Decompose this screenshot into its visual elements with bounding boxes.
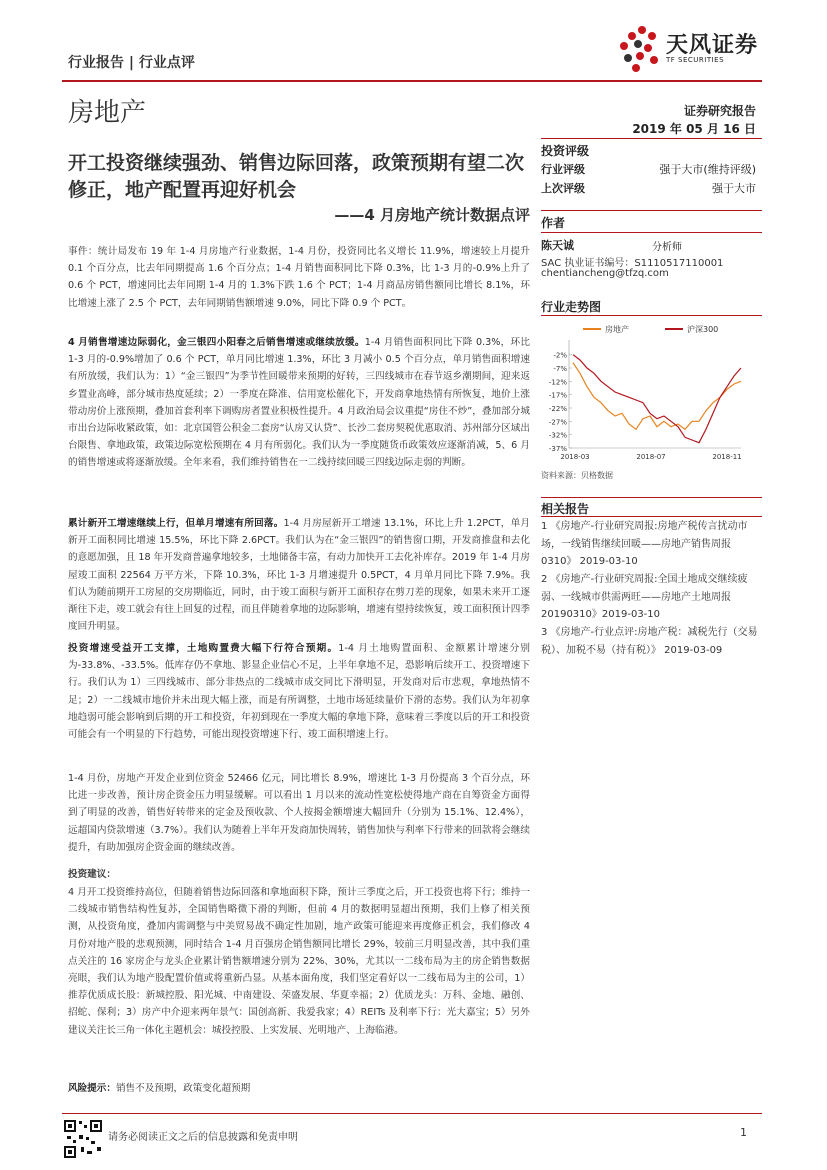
legend-label: 房地产	[605, 325, 629, 334]
related-report[interactable]: 1 《房地产-行业研究周报:房地产税传言扰动市场，一线销售继续回暖——房地产销售周报 0310》 2019-03-10	[541, 521, 748, 567]
sidebar-divider	[541, 210, 762, 211]
y-tick-label: -2%	[553, 351, 567, 360]
risk-text: 销售不及预期，政策变化超预期	[115, 1083, 251, 1094]
sidebar-divider	[541, 315, 762, 316]
risk-label: 风险提示：	[68, 1083, 116, 1094]
sales-heading: 4 月销售增速边际弱化，金三银四小阳春之后销售增速或继续放缓。	[68, 337, 365, 348]
industry-rating	[541, 161, 756, 177]
report-subtitle: ——4 月房地产统计数据点评	[334, 206, 530, 224]
construction-heading: 累计新开工增速继续上行，但单月增速有所回落。	[68, 518, 284, 529]
previous-rating	[541, 180, 756, 196]
y-tick-label: -32%	[548, 431, 567, 440]
trend-heading: 行业走势图	[541, 300, 602, 314]
report-date: 2019 年 05 月 16 日	[632, 122, 756, 136]
report-title: 开工投资继续强劲、销售边际回落，政策预期有望二次修正，地产配置再迎好机会	[68, 152, 525, 201]
rating-label: 行业评级	[541, 163, 585, 176]
investment-heading: 投资增速受益开工支撑，土地购置费大幅下行符合预期。	[68, 643, 339, 654]
series-line	[573, 355, 741, 443]
sidebar-divider	[541, 232, 762, 233]
y-tick-label: -7%	[553, 365, 567, 373]
author-email[interactable]: chentiancheng@tfzq.com	[541, 268, 669, 279]
industry-trend-chart	[541, 318, 756, 466]
investment-text: 1-4 月土地购置面积、金额累计增速分别为-33.8%、-33.5%。低库存仍不拿地、影显企业信心不足，上半年拿地不足，恐影响后续开工、投资增速下行。我们认为 1）三四线城市、部分非热点的二线城市成交同比下滑明显，开发商对后市悲观，拿地热情不足；2）一二线城市地价并未出现大幅上涨，而是有所调整，土地市场延续量价下滑的态势。我们认为年初拿地趋弱可能会影响到后期的开工和投资，年初到现在一季度大幅的拿地下降，意味着三季度以后的开工和投资可能会有一个明显的下行趋势，可能出现投资增速下行、竣工面积增速上行。	[68, 643, 531, 741]
y-tick-label: -12%	[548, 378, 567, 387]
chart-source: 资料来源：贝格数据	[541, 471, 613, 480]
investment-paragraph	[68, 640, 530, 743]
author-name: 陈天诚	[541, 239, 574, 252]
related-heading: 相关报告	[541, 502, 590, 516]
industry-name: 房地产	[68, 98, 147, 128]
prev-rating-value: 强于大市	[712, 182, 756, 195]
report-label: 证券研究报告	[683, 104, 756, 118]
related-report[interactable]: 2 《房地产-行业研究周报:全国土地成交继续疲弱、一线城市供需两旺——房地产土地周报 20190310》2019-03-10	[541, 574, 748, 620]
y-tick-label: -27%	[548, 418, 567, 427]
risk-line	[68, 1080, 530, 1097]
author-sac: SAC 执业证书编号：S1110517110001	[541, 258, 724, 269]
x-tick-label: 2018-07	[636, 453, 666, 461]
advice-heading: 投资建议：	[68, 869, 116, 880]
event-paragraph: 事件：统计局发布 19 年 1-4 月房地产行业数据，1-4 月份，投资同比名义增长 11.9%，增速较上月提升 0.1 个百分点，比去年同期提高 1.6 个百分点；1-4 月销售面积同比下降 0.3%，比 1-3 月的-0.9%上升了 0.6 个 PCT，增速同比去年同期 1-4 月的 1.3%下跌 1.6 个 PCT；1-4 月商品房销售额同比增长 8.1%，环比增速上涨了 2.5 个 PCT，去年同期销售额增速 9.0%，同比下降 0.9 个 PCT。	[68, 246, 530, 309]
sales-text: 1-4 月销售面积同比下降 0.3%，环比 1-3 月的-0.9%增加了 0.6 个 PCT，单月同比增速 1.3%，环比 3 月减小 0.5 个百分点，单月销售面积增速有所放缓，我们认为：1）“金三银四”为季节性回暖带来预期的好转，三四线城市在春节返乡潮期间，迎来返乡置业高峰，部分城市热度延续；2）一季度在降准、信用宽松催化下，开发商拿地热情有所恢复，地价上涨带动房价上涨预期，叠加首套利率下调购房者置业积极性提升。4 月政治局会议重提“房住不炒”，叠加部分城市出台边际收紧政策，如：北京国管公积金二套房“认房又认贷”、长沙二套房契税优惠取消、苏州部分区域出台限售、拿地政策，政策边际宽松预期在 4 月有所弱化。我们认为一季度随货币政策效应逐渐消减，5、6 月的销售增速或将逐渐放缓。全年来看，我们维持销售在一二线持续回暖三四线边际走弱的判断。	[68, 337, 530, 469]
header-divider	[62, 80, 762, 82]
advice-paragraph: 4 月开工投资维持高位，但随着销售边际回落和拿地面积下降，预计三季度之后，开工投资也将下行；维持一二线城市销售结构性复苏，全国销售略微下滑的判断，但前 4 月的数据明显超出预期，我们上修了相关预测，从投资角度，叠加内需调整与中美贸易战不确定性加剧，地产政策可能迎来再度修正机会，我们修改 4 月份对地产股的悲观预测，同时结合 1-4 月百强房企销售额同比增长 29%，较前三月明显改善，其中我们重点关注的 16 家房企与龙头企业累计销售额增速分别为 22%、30%，尤其以一二线布局为主的房企销售数据亮眼，我们认为地产股配置价值或将重新凸显。从基本面角度，我们坚定看好以一二线布局为主的公司，1）推荐优质成长股：新城控股、阳光城、中南建设、荣盛发展、华夏幸福；2）优质龙头：万科、金地、融创、招蛇、保利；3）房产中介迎来两年景气：国创高新、我爱我家；4）REITs 及利率下行：光大嘉宝；5）另外建议关注长三角一体化主题机会：城投控股、上实发展、光明地产、上海临港。	[68, 887, 530, 1036]
construction-text: 1-4 月房屋新开工增速 13.1%，环比上升 1.2PCT，单月新开工面积同比增速 15.5%，环比下降 2.6PCT。我们认为在“金三银四”的销售窗口期，开发商推盘和去化的意愿加强，且 18 年开发商普遍拿地较多，土地储备丰富，有动力加快开工去化补库存。2019 年 1-4 月房屋竣工面积 22564 万平方米，下降 10.3%，环比 1-3 月增速提升 0.5PCT，4 月单月同比下降 7.9%。我们认为随前期开工房屋的交房期临近，同时，由于竣工面积与新开工面积存在剪刀差的现象，如果未来开工逐渐往下走，竣工就会有往上回复的过程，而且伴随着拿地的边际影响，增速有望持续恢复，竣工面积预计四季度回升明显。	[68, 518, 530, 633]
sidebar-divider	[541, 138, 762, 139]
qr-code-icon	[63, 1119, 103, 1159]
rating-heading: 投资评级	[541, 144, 590, 158]
page-number: 1	[740, 1126, 747, 1139]
x-tick-label: 2018-03	[560, 453, 590, 461]
construction-paragraph	[68, 515, 530, 635]
prev-rating-label: 上次评级	[541, 182, 585, 195]
footer-divider	[62, 1113, 762, 1114]
report-type: 行业报告 | 行业点评	[68, 55, 195, 71]
y-tick-label: -22%	[548, 405, 567, 413]
logo-name-en: TF SECURITIES	[666, 56, 725, 64]
author-role: 分析师	[652, 242, 682, 253]
x-tick-label: 2018-11	[712, 453, 742, 461]
legend-label: 沪深300	[687, 325, 719, 334]
y-tick-label: -37%	[548, 445, 567, 453]
logo-name: 天风证券	[666, 33, 759, 58]
footer-disclaimer[interactable]: 请务必阅读正文之后的信息披露和免责申明	[108, 1132, 298, 1143]
y-tick-label: -17%	[548, 391, 567, 400]
related-report[interactable]: 3 《房地产-行业点评:房地产税：减税先行（交易税）、加税不易（持有税）》 2019-03-09	[541, 627, 758, 656]
rating-value: 强于大市(维持评级)	[659, 163, 756, 176]
sidebar-divider	[541, 516, 762, 517]
sidebar-divider	[541, 497, 762, 498]
funding-paragraph: 1-4 月份，房地产开发企业到位资金 52466 亿元，同比增长 8.9%，增速比 1-3 月份提高 3 个百分点，环比进一步改善，预计房企资金压力明显缓解。可以看出 1 月以来的流动性宽松使得地产商在自筹资金方面得到了明显的改善，销售好转带来的定金及预收款、个人按揭金额增速大幅回升（分别为 15.1%、12.4%），远超国内贷款增速（3.7%）。我们认为随着上半年开发商加快周转，销售加快与利率下行带来的回款将会继续提升，有助加强房企资金面的继续改善。	[68, 773, 530, 853]
sales-paragraph	[68, 334, 530, 472]
author-heading: 作者	[541, 216, 566, 230]
